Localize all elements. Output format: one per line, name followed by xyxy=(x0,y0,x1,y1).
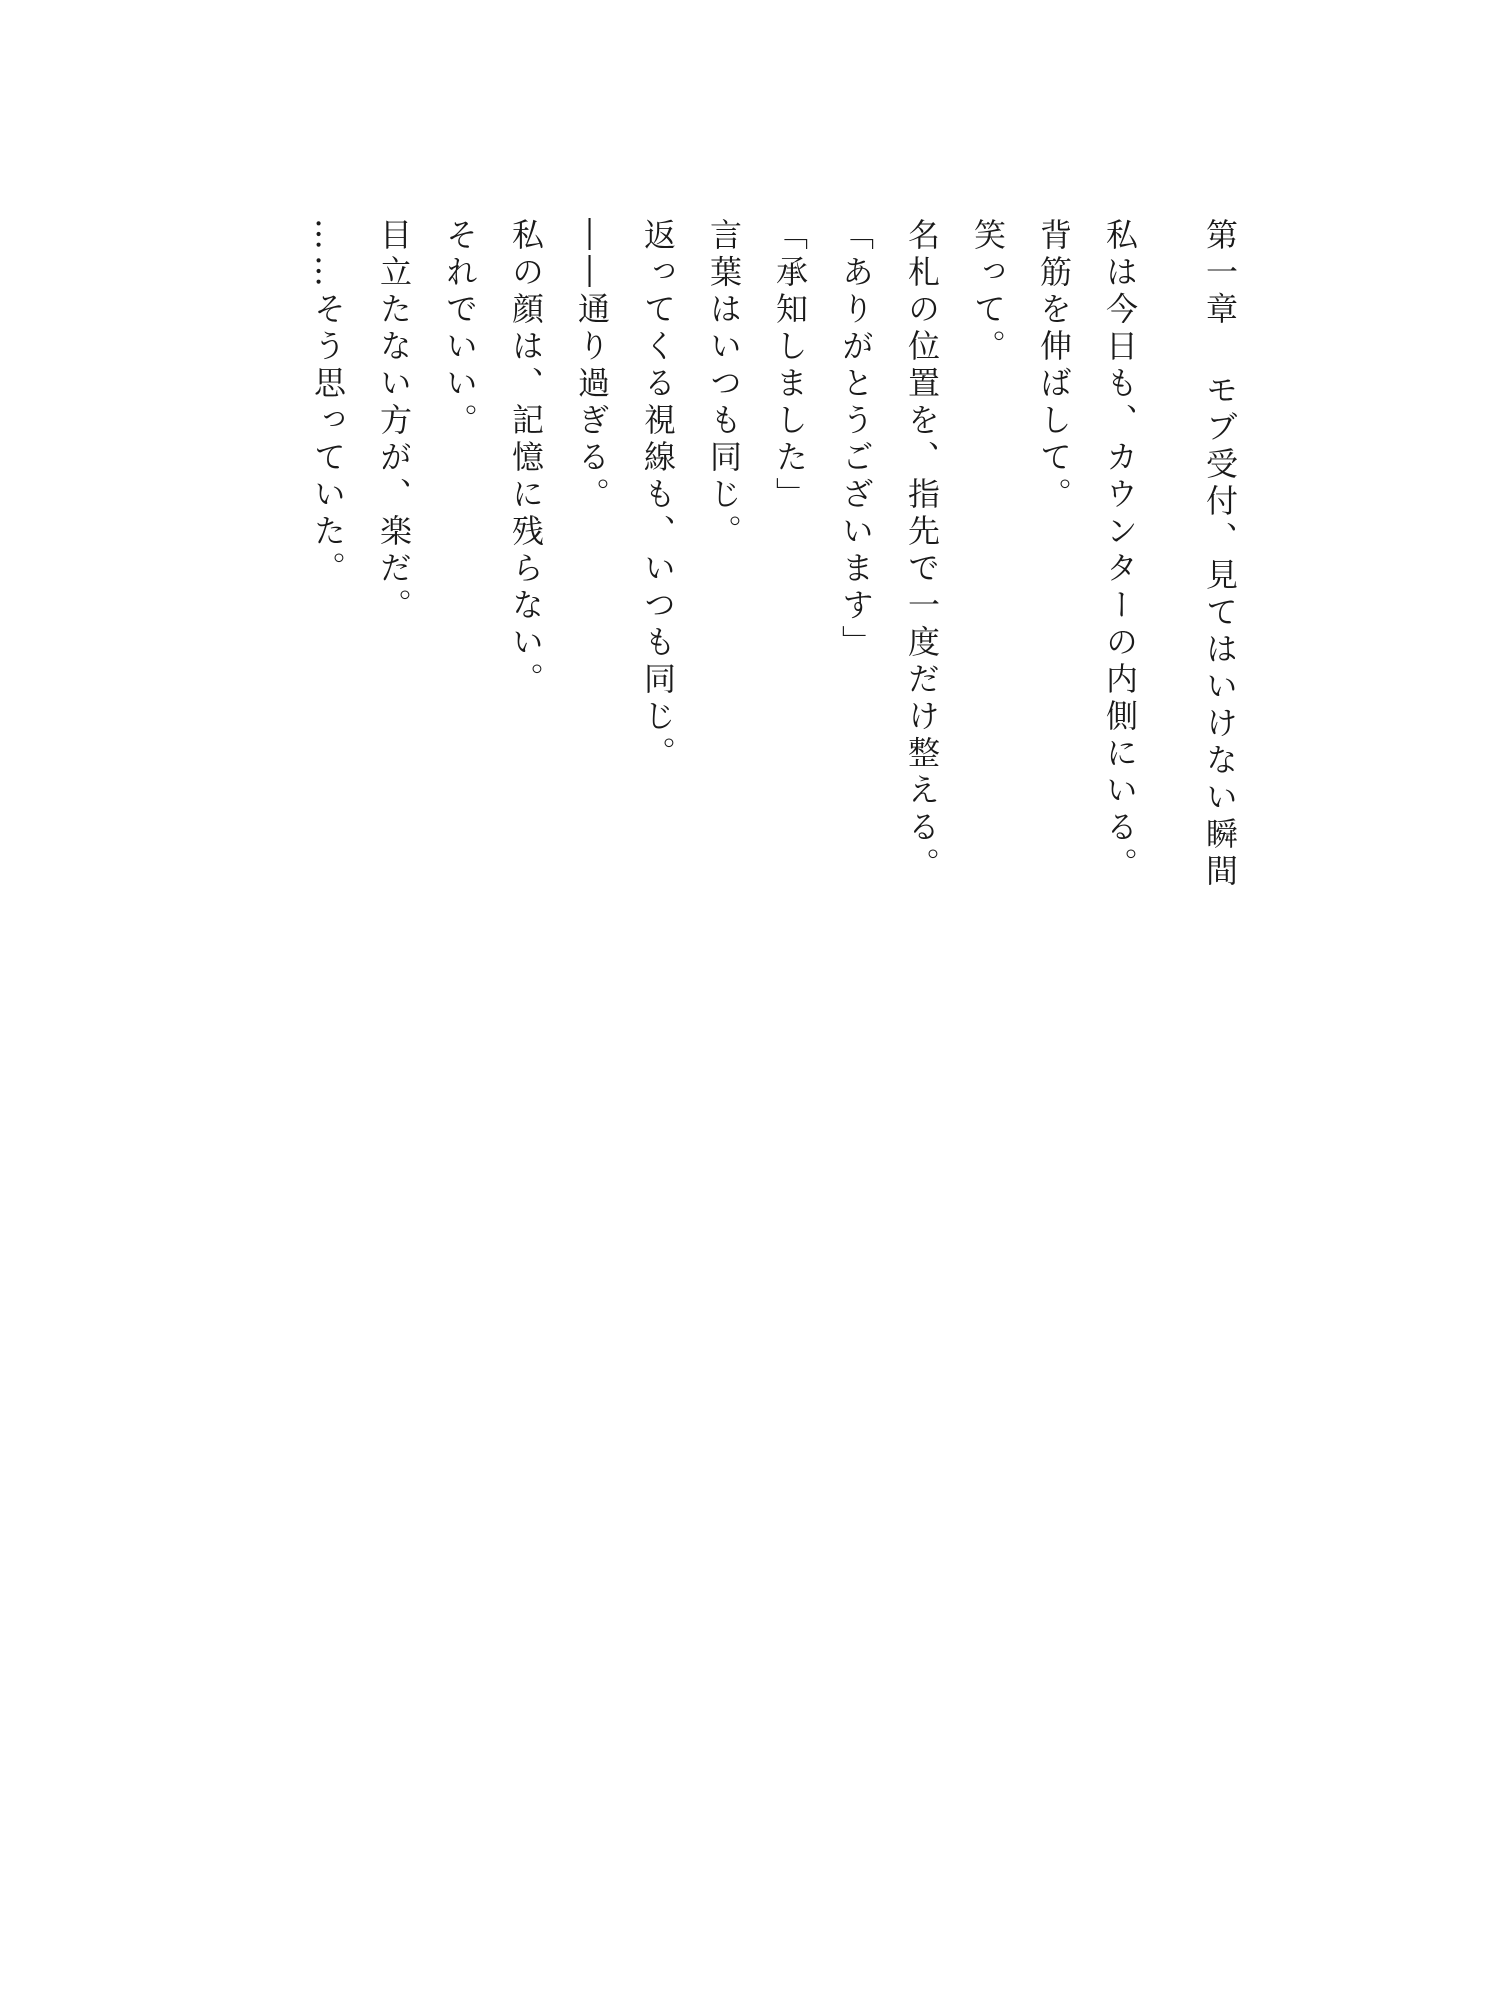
dialogue-line: 「承知しました」 xyxy=(771,218,809,514)
paragraph-line: 笑って。 xyxy=(969,218,1007,366)
paragraph-line: 私の顔は、記憶に残らない。 xyxy=(507,218,545,699)
paragraph-line: 名札の位置を、指先で一度だけ整える。 xyxy=(903,218,941,884)
chapter-number: 第一章 xyxy=(1201,218,1239,329)
paragraph-line: それでいい。 xyxy=(441,218,479,440)
chapter-heading xyxy=(1200,218,1240,1318)
paragraph-line: 言葉はいつも同じ。 xyxy=(705,218,743,551)
paragraph-line: ――通り過ぎる。 xyxy=(573,218,611,514)
paragraph-line: ……そう思っていた。 xyxy=(309,218,347,588)
paragraph-line: 私は今日も、カウンターの内側にいる。 xyxy=(1101,218,1139,884)
paragraph-line: 背筋を伸ばして。 xyxy=(1035,218,1073,514)
chapter-title: モブ受付、見てはいけない瞬間 xyxy=(1201,373,1239,891)
paragraph-line: 返ってくる視線も、いつも同じ。 xyxy=(639,218,677,773)
paragraph-line: 目立たない方が、楽だ。 xyxy=(375,218,413,625)
dialogue-line: 「ありがとうございます」 xyxy=(837,218,875,662)
